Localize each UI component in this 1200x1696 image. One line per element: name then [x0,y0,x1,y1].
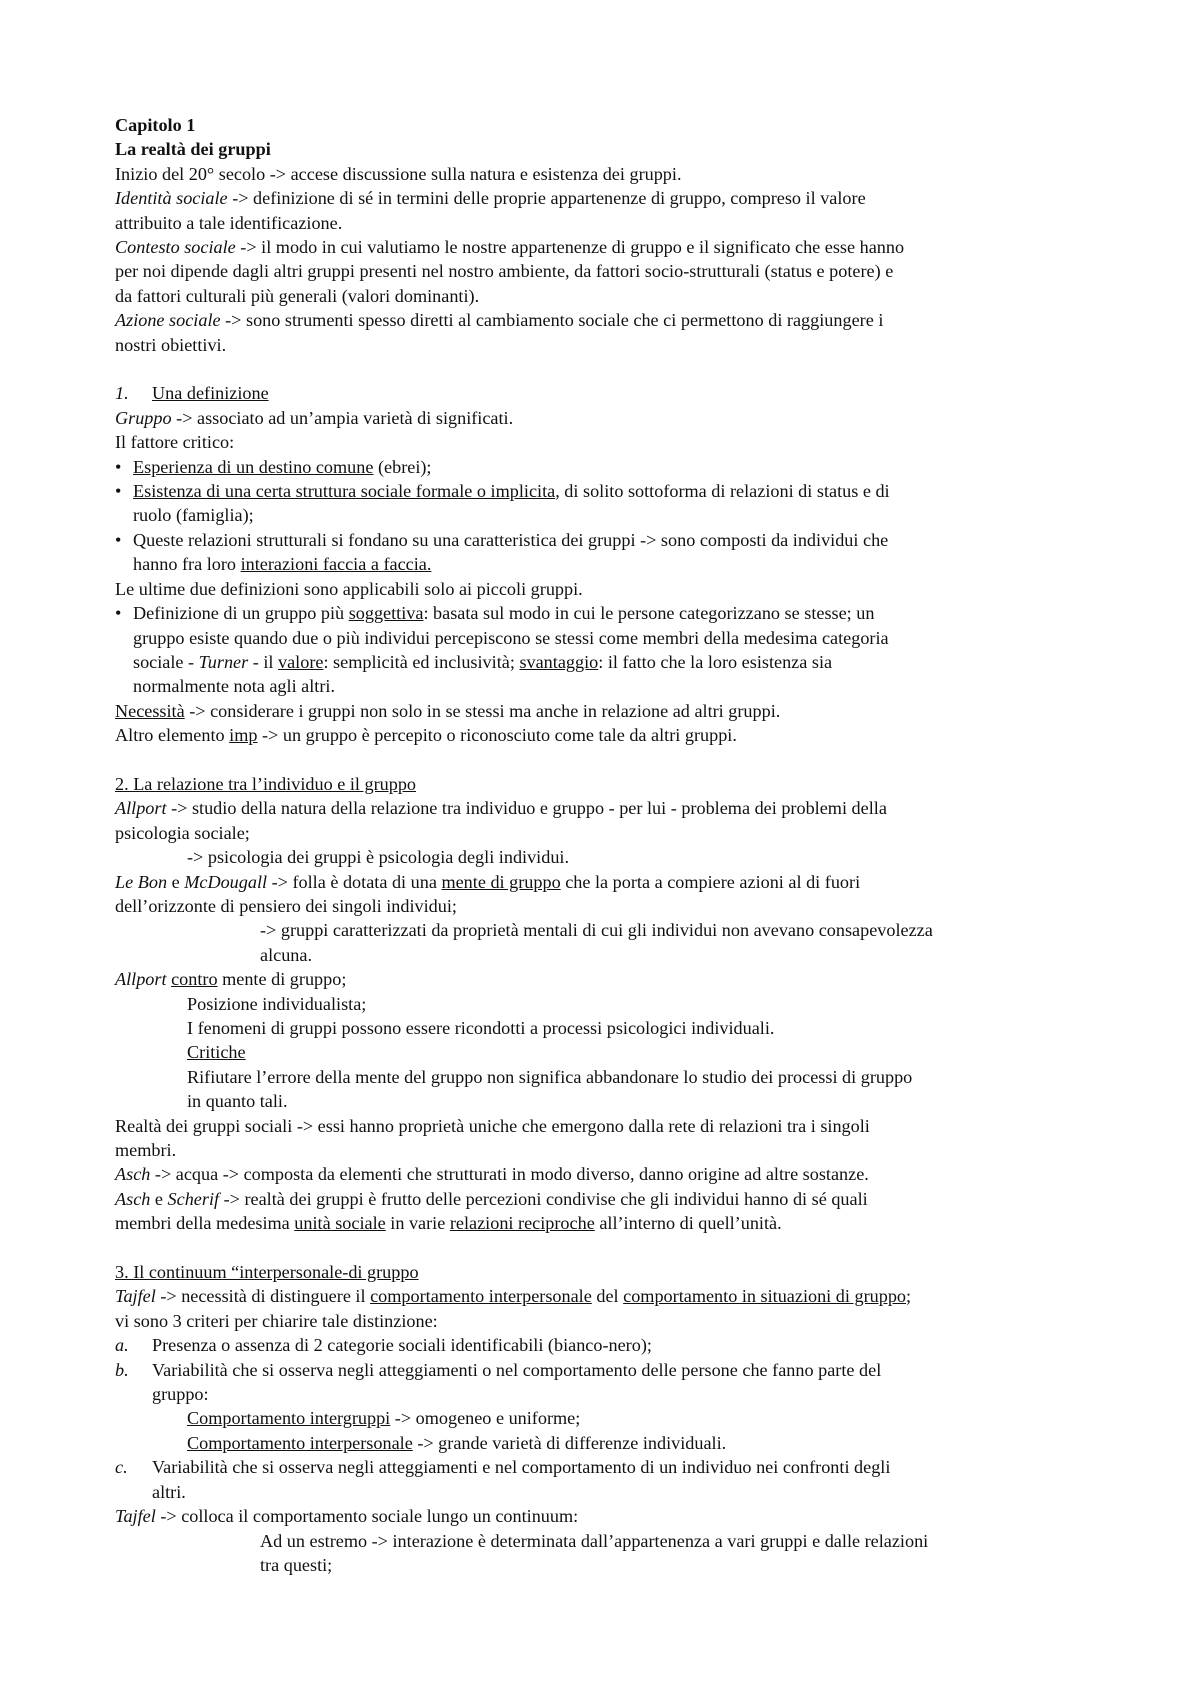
paragraph-line: I fenomeni di gruppi possono essere ricondotti a processi psicologici individuali. [187,1018,775,1038]
paragraph-line: alcuna. [260,944,313,965]
paragraph-line: vi sono 3 criteri per chiarire tale distinzione: [115,1310,438,1331]
bullet-item: • Definizione di un gruppo più soggettiva: basata sul modo in cui le persone categorizzano se stesse; un gruppo esiste quando due o più individui percepiscono se stessi come membri della medesima categoria sociale - Turner - il valore: semplicità ed inclusività; svantaggio: il fatto che la loro esistenza sia normalmente nota agli altri. [115,601,1095,699]
paragraph-line: dell’orizzonte di pensiero dei singoli individui; [115,895,457,916]
list-item: a. Presenza o assenza di 2 categorie sociali identificabili (bianco-nero); [115,1335,652,1356]
paragraph-line: Identità sociale -> definizione di sé in termini delle proprie appartenenze di gruppo, compreso il valore [115,188,866,209]
spacer [115,1236,1095,1260]
paragraph-line: Altro elemento imp -> un gruppo è percepito o riconosciuto come tale da altri gruppi. [115,725,737,746]
bullet-item: • Queste relazioni strutturali si fondano su una caratteristica dei gruppi -> sono composti da individui che hanno fra loro interazioni faccia a faccia. [115,528,1095,577]
paragraph-line: Allport contro mente di gruppo; [115,969,347,990]
paragraph-line: membri della medesima unità sociale in varie relazioni reciproche all’interno di quell’unità. [115,1213,782,1234]
paragraph-line: psicologia sociale; [115,822,250,843]
paragraph-line: attribuito a tale identificazione. [115,212,343,233]
paragraph-line: Azione sociale -> sono strumenti spesso diretti al cambiamento sociale che ci permettono di raggiungere i [115,310,884,331]
chapter-title: La realtà dei gruppi [115,139,271,160]
paragraph-line: Ad un estremo -> interazione è determinata dall’appartenenza a vari gruppi e dalle relazioni [260,1530,929,1551]
paragraph-line: Tajfel -> necessità di distinguere il comportamento interpersonale del comportamento in situazioni di gruppo; [115,1286,912,1307]
section-heading: 2. La relazione tra l’individuo e il gruppo [115,773,417,794]
document-page [115,113,1095,1577]
paragraph-line: membri. [115,1140,177,1161]
paragraph-line: in quanto tali. [187,1091,288,1112]
paragraph-line: Le ultime due definizioni sono applicabili solo ai piccoli gruppi. [115,578,583,599]
paragraph-line: da fattori culturali più generali (valori dominanti). [115,285,480,306]
paragraph-line: Comportamento interpersonale -> grande varietà di differenze individuali. [187,1432,727,1453]
section-heading: 1. Una definizione [115,383,269,404]
term: Identità sociale [115,188,228,209]
paragraph-line: Asch e Scherif -> realtà dei gruppi è frutto delle percezioni condivise che gli individui hanno di sé quali [115,1188,868,1209]
term: Gruppo [115,407,172,428]
paragraph-line: tra questi; [260,1554,333,1575]
paragraph-line: Rifiutare l’errore della mente del gruppo non significa abbandonare lo studio dei processi di gruppo [187,1066,913,1087]
paragraph-line: Asch -> acqua -> composta da elementi che strutturati in modo diverso, danno origine ad altre sostanze. [115,1164,869,1185]
paragraph-line: -> psicologia dei gruppi è psicologia degli individui. [187,847,570,868]
paragraph-line: nostri obiettivi. [115,334,227,355]
term: Contesto sociale [115,237,236,258]
spacer [115,748,1095,772]
paragraph-line: Gruppo -> associato ad un’ampia varietà di significati. [115,407,514,428]
term: Azione sociale [115,310,221,331]
paragraph-line: Posizione individualista; [187,993,367,1014]
section-heading: 3. Il continuum “interpersonale-di gruppo [115,1262,419,1283]
paragraph-line: per noi dipende dagli altri gruppi presenti nel nostro ambiente, da fattori socio-strutturali (status e potere) e [115,261,894,282]
list-item: b. Variabilità che si osserva negli atteggiamenti o nel comportamento delle persone che fanno parte del gruppo: [115,1359,882,1405]
paragraph-line: Le Bon e McDougall -> folla è dotata di una mente di gruppo che la porta a compiere azioni al di fuori [115,871,861,892]
chapter-label: Capitolo 1 [115,115,196,135]
bullet-item: • Esistenza di una certa struttura sociale formale o implicita, di solito sottoforma di relazioni di status e di ruolo (famiglia); [115,479,1095,528]
paragraph-line: -> gruppi caratterizzati da proprietà mentali di cui gli individui non avevano consapevolezza [260,920,933,941]
spacer [115,357,1095,381]
list-item: c. Variabilità che si osserva negli atteggiamenti e nel comportamento di un individuo nei confronti degli altri. [115,1457,891,1502]
paragraph-line: Realtà dei gruppi sociali -> essi hanno proprietà uniche che emergono dalla rete di relazioni tra i singoli [115,1115,870,1136]
paragraph-line: Critiche [187,1042,246,1063]
paragraph-line: Tajfel -> colloca il comportamento sociale lungo un continuum: [115,1506,579,1527]
paragraph-line: Allport -> studio della natura della relazione tra individuo e gruppo - per lui - problema dei problemi della [115,798,887,819]
paragraph-line: Comportamento intergruppi -> omogeneo e uniforme; [187,1408,581,1429]
paragraph-line: Il fattore critico: [115,432,235,453]
paragraph-line: Necessità -> considerare i gruppi non solo in se stessi ma anche in relazione ad altri gruppi. [115,700,781,721]
paragraph-line: Inizio del 20° secolo -> accese discussione sulla natura e esistenza dei gruppi. [115,163,682,184]
paragraph-line: Contesto sociale -> il modo in cui valutiamo le nostre appartenenze di gruppo e il significato che esse hanno [115,237,905,258]
bullet-item: • Esperienza di un destino comune (ebrei); [115,455,1095,479]
